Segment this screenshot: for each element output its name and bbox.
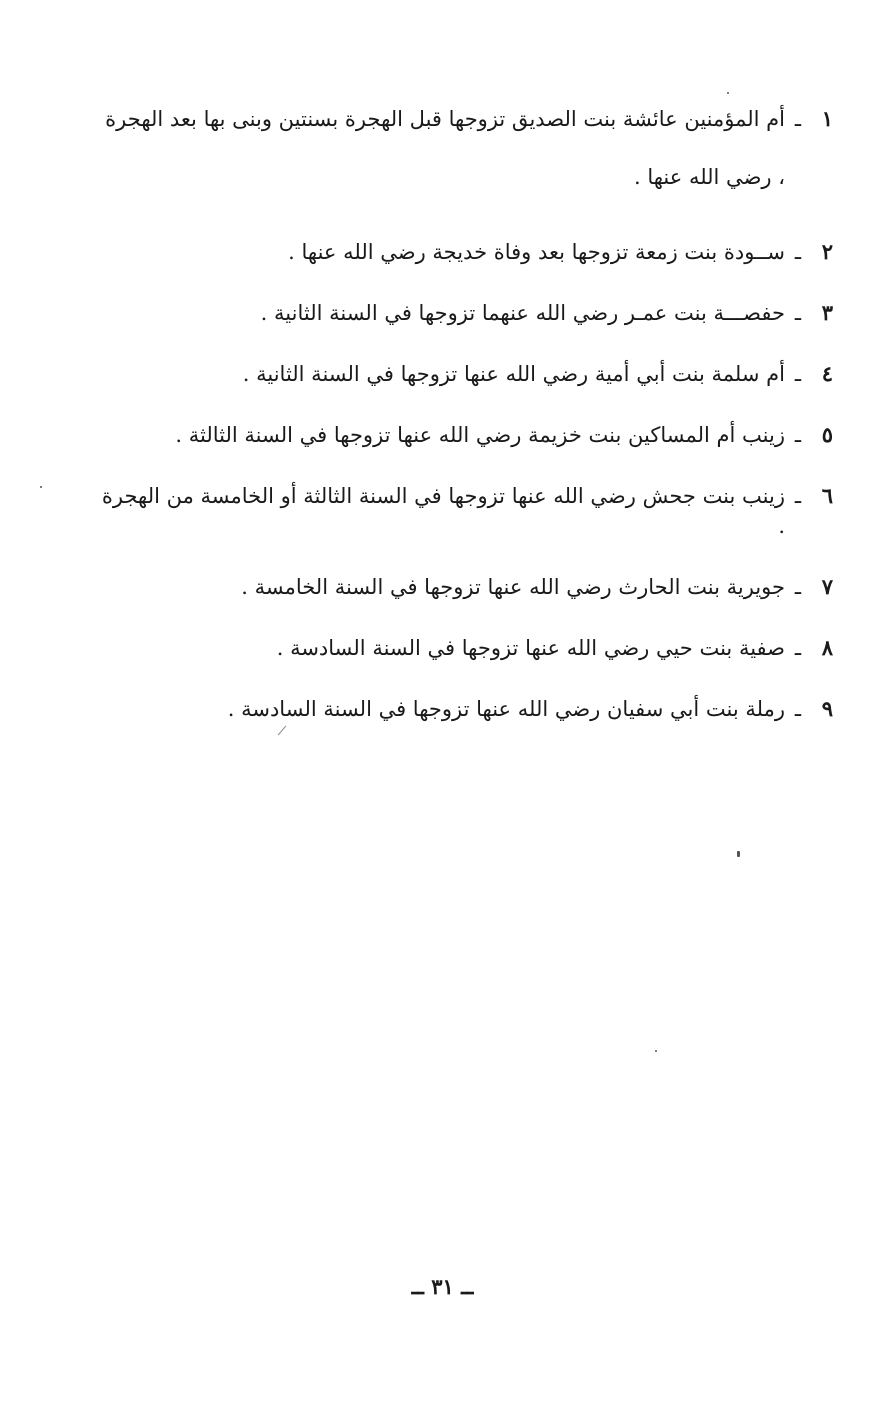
list-item bbox=[93, 298, 833, 328]
item-text: حفصـــة بنت عمـر رضي الله عنهما تزوجها في السنة الثانية . bbox=[260, 301, 785, 325]
item-number: ١ bbox=[821, 106, 833, 131]
item-number: ٤ bbox=[821, 361, 833, 386]
scan-speck bbox=[655, 1050, 657, 1052]
item-text: زينب بنت جحش رضي الله عنها تزوجها في السنة الثالثة أو الخامسة من الهجرة . bbox=[101, 484, 785, 538]
item-text: زينب أم المساكين بنت خزيمة رضي الله عنها تزوجها في السنة الثالثة . bbox=[175, 423, 785, 447]
list-item bbox=[93, 481, 833, 541]
scan-speck bbox=[737, 851, 740, 857]
item-dash: ـ bbox=[794, 697, 802, 721]
item-dash: ـ bbox=[794, 484, 802, 508]
item-number: ٧ bbox=[821, 574, 833, 599]
item-dash: ـ bbox=[794, 423, 802, 447]
list-item bbox=[93, 420, 833, 450]
item-number: ٣ bbox=[821, 300, 833, 325]
list-item bbox=[93, 694, 833, 724]
item-dash: ـ bbox=[794, 301, 802, 325]
item-text: صفية بنت حيي رضي الله عنها تزوجها في السنة السادسة . bbox=[276, 636, 785, 660]
list-item bbox=[93, 572, 833, 602]
list-item bbox=[93, 237, 833, 267]
scan-speck bbox=[40, 486, 42, 488]
wives-list bbox=[93, 104, 833, 755]
item-dash: ـ bbox=[794, 240, 802, 264]
item-dash: ـ bbox=[794, 575, 802, 599]
list-item bbox=[93, 104, 833, 206]
item-number: ٨ bbox=[821, 635, 833, 660]
scan-speck bbox=[727, 92, 729, 94]
item-number: ٩ bbox=[821, 696, 833, 721]
item-text: أم المؤمنين عائشة بنت الصديق تزوجها قبل الهجرة بسنتين وبنى بها بعد الهجرة ، رضي الله عنها . bbox=[105, 107, 785, 189]
item-number: ٥ bbox=[821, 422, 833, 447]
item-dash: ـ bbox=[794, 636, 802, 660]
item-text: رملة بنت أبي سفيان رضي الله عنها تزوجها في السنة السادسة . bbox=[227, 697, 785, 721]
item-number: ٦ bbox=[821, 483, 833, 508]
item-text: ســودة بنت زمعة تزوجها بعد وفاة خديجة رضي الله عنها . bbox=[288, 240, 785, 264]
list-item bbox=[93, 633, 833, 663]
item-number: ٢ bbox=[821, 239, 833, 264]
list-item bbox=[93, 359, 833, 389]
item-text: جويرية بنت الحارث رضي الله عنها تزوجها في السنة الخامسة . bbox=[241, 575, 785, 599]
item-text: أم سلمة بنت أبي أمية رضي الله عنها تزوجها في السنة الثانية . bbox=[242, 362, 785, 386]
page-number: ــ ٣١ ــ bbox=[411, 1274, 474, 1299]
item-dash: ـ bbox=[794, 107, 802, 131]
item-dash: ـ bbox=[794, 362, 802, 386]
